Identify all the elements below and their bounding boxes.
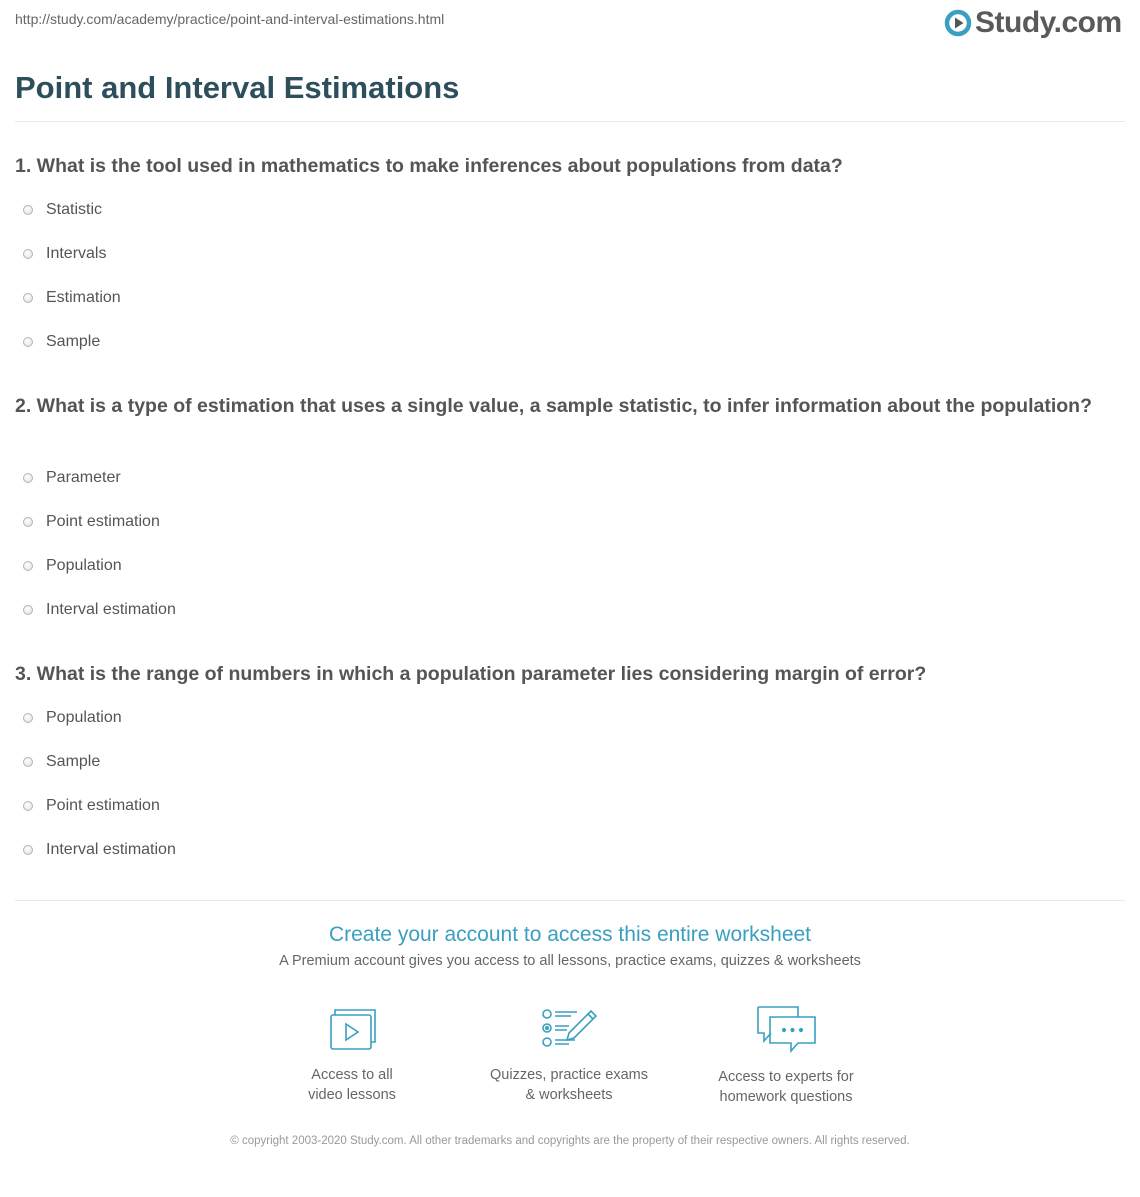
question-3-option-1[interactable] bbox=[23, 707, 122, 729]
question-2-text: 2. What is a type of estimation that uses a single value, a sample statistic, to infer information about the population? bbox=[15, 395, 1093, 417]
feature-quizzes bbox=[469, 1003, 669, 1105]
feature-label: Access to experts for homework questions bbox=[718, 1069, 854, 1105]
question-1-option-1[interactable] bbox=[23, 199, 102, 221]
radio-button[interactable] bbox=[23, 801, 33, 811]
question-1-text: 1. What is the tool used in mathematics to make inferences about populations from data? bbox=[15, 155, 843, 177]
question-1-option-4[interactable] bbox=[23, 331, 100, 353]
radio-button[interactable] bbox=[23, 473, 33, 483]
logo-text: Study.com bbox=[975, 6, 1122, 39]
radio-button[interactable] bbox=[23, 605, 33, 615]
feature-label: Quizzes, practice exams & worksheets bbox=[490, 1067, 648, 1103]
radio-button[interactable] bbox=[23, 205, 33, 215]
radio-button[interactable] bbox=[23, 517, 33, 527]
radio-button[interactable] bbox=[23, 249, 33, 259]
radio-button[interactable] bbox=[23, 845, 33, 855]
cta-heading[interactable]: Create your account to access this entire worksheet bbox=[328, 923, 812, 946]
feature-video-lessons bbox=[252, 1003, 452, 1105]
question-3-option-4[interactable] bbox=[23, 839, 176, 861]
radio-button[interactable] bbox=[23, 337, 33, 347]
radio-button[interactable] bbox=[23, 713, 33, 723]
option-label: Population bbox=[46, 557, 122, 574]
question-2-option-4[interactable] bbox=[23, 599, 176, 621]
option-label: Statistic bbox=[46, 201, 103, 218]
option-label: Interval estimation bbox=[46, 841, 176, 858]
chat-bubbles-icon bbox=[754, 1003, 818, 1055]
option-label: Point estimation bbox=[46, 513, 160, 530]
feature-experts bbox=[686, 1003, 886, 1107]
question-1-option-3[interactable] bbox=[23, 287, 121, 309]
option-label: Intervals bbox=[46, 245, 107, 262]
option-label: Sample bbox=[46, 753, 101, 770]
section-divider bbox=[15, 900, 1125, 901]
question-2-option-1[interactable] bbox=[23, 467, 121, 489]
feature-label: Access to all video lessons bbox=[308, 1067, 396, 1103]
option-label: Interval estimation bbox=[46, 601, 176, 618]
question-2-option-2[interactable] bbox=[23, 511, 160, 533]
video-lessons-icon bbox=[324, 1003, 380, 1053]
cta-subheading: A Premium account gives you access to all lessons, practice exams, quizzes & worksheets bbox=[279, 953, 861, 969]
radio-button[interactable] bbox=[23, 293, 33, 303]
option-label: Population bbox=[46, 709, 122, 726]
radio-button[interactable] bbox=[23, 757, 33, 767]
option-label: Sample bbox=[46, 333, 101, 350]
quiz-checklist-icon bbox=[539, 1003, 599, 1053]
option-label: Point estimation bbox=[46, 797, 160, 814]
page-url: http://study.com/academy/practice/point-and-interval-estimations.html bbox=[15, 11, 445, 27]
study-logo[interactable] bbox=[944, 6, 1122, 40]
radio-button[interactable] bbox=[23, 561, 33, 571]
page-title: Point and Interval Estimations bbox=[15, 70, 460, 105]
question-3-option-2[interactable] bbox=[23, 751, 100, 773]
question-2-option-3[interactable] bbox=[23, 555, 122, 577]
question-3-option-3[interactable] bbox=[23, 795, 160, 817]
option-label: Estimation bbox=[46, 289, 121, 306]
copyright-footer: © copyright 2003-2020 Study.com. All other trademarks and copyrights are the property of their respective owners. All rights reserved. bbox=[230, 1135, 910, 1147]
question-3-text: 3. What is the range of numbers in which a population parameter lies considering margin of error? bbox=[15, 663, 927, 685]
option-label: Parameter bbox=[46, 469, 121, 486]
question-1-option-2[interactable] bbox=[23, 243, 106, 265]
play-circle-icon bbox=[944, 9, 972, 37]
title-divider bbox=[15, 121, 1125, 122]
